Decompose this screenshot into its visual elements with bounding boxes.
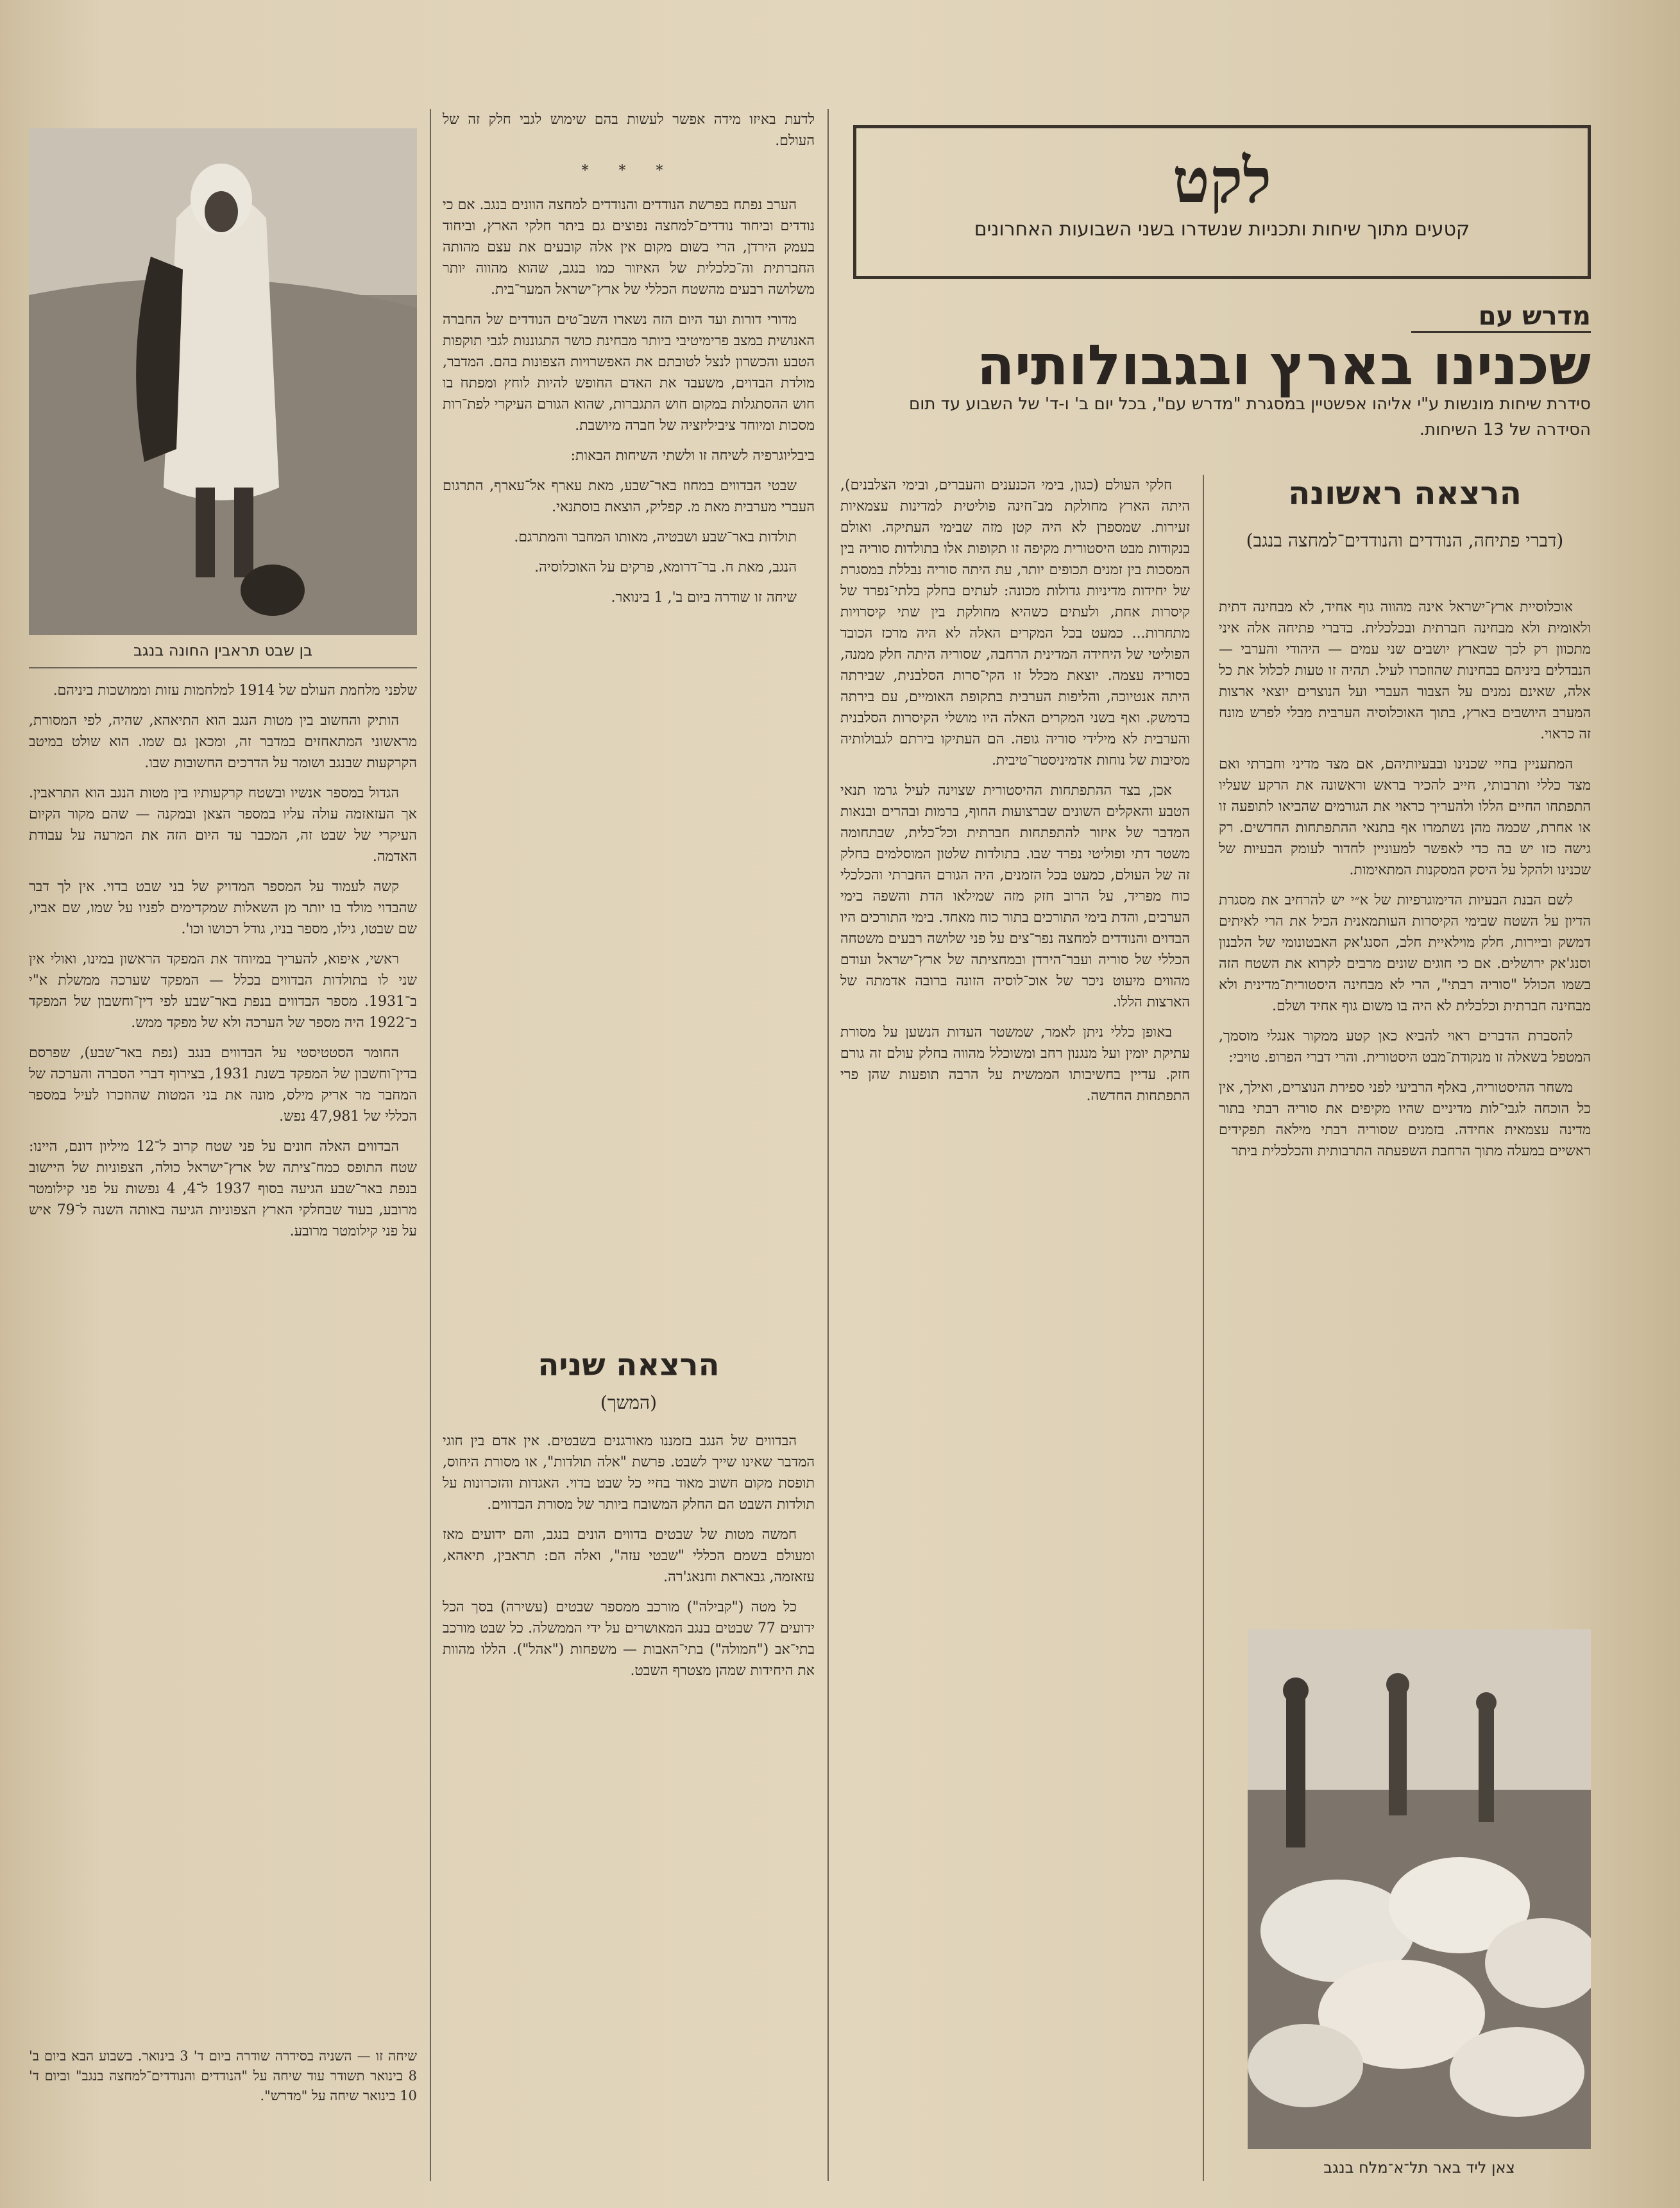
paragraph: הבדווים של הנגב בזמננו מאורגנים בשבטים. אין אדם בין חוגי המדבר שאינו שייך לשבט. פרשת "אלה תולדות", או מסורת היחוס, תופסת מקום חשוב מאוד בחיי כל שבט בדוי. האגדות והזכרונות על תולדות השבט הם החלק המשובח ביותר של מסורת הבדווים.	[443, 1433, 815, 1513]
paragraph: המתעניין בחיי שכנינו ובבעיותיהם, אם מצד מדיני וחברתי ואם מצד כללי ותרבותי, חייב להכיר בראש וראשונה את הרקע שעליו התפתחו החיים הללו ולהעריך כראוי את הגורמים שהביאו לתופעה זו או אחרת, שכמה מהן נשתמרו אף בתנאי ההתפתחות החדשים. רק גישה כזו יש בה כדי לאפשר למעוניין לחדור לעומק הבעיות של שכנינו ולהקל על היסק המסקנות המתאימות.	[1219, 756, 1591, 878]
lecture1-subtitle: (דברי פתיחה, הנודדים והנודדים־למחצה בנגב)	[1246, 530, 1564, 551]
middle-column	[840, 475, 1190, 2181]
lecture1-title: הרצאה ראשונה	[1288, 475, 1522, 512]
article-headline: שכנינו בארץ ובגבולותיה	[976, 334, 1591, 398]
paragraph: קשה לעמוד על המספר המדויק של בני שבט בדוי. אין לך דבר שהבדוי מולד בו יותר מן השאלות שמקדימים לפניו על שמו, שם אביו, שם שבטו, גילו, מספר בניו, גודל רכושו וכו'.	[29, 879, 417, 937]
bedouin-illustration	[29, 128, 417, 635]
footnote-text: שיחה זו — השניה בסידרה שודרה ביום ד' 3 בינואר. בשבוע הבא ביום ב' 8 בינואר תשודר עוד שיחה על "הנודדים והנודדים־למחצה בנגב" וביום ד' 10 בינואר שיחה על "מדרש".	[29, 2048, 417, 2103]
paragraph: מדורי דורות ועד היום הזה נשארו השב־טים הנודדים של החברה האנושית במצב פרימיטיבי ביותר מבחינת כושר התגוננות לגבי תוקפות הטבע והכשרון לנצל לטובתם את האפשרויות הצפונות בהם. המדבר, מולדת הבדוים, משעבד את האדם החופש להיות לוחץ ומפתח בו חוש ההסתגלות במקום חוש התגברות, שהוא הגורם העיקרי לפת־רות מסכות ומיוחד ציביליזציה של חברה מיושבת.	[443, 312, 815, 434]
footnote	[29, 2046, 417, 2187]
sheep-photo-caption: צאן ליד באר תל־א־מלח בנגב	[1323, 2159, 1515, 2177]
lecture2-title: הרצאה שניה	[538, 1347, 720, 1383]
left-column	[29, 680, 417, 2034]
paragraph: לדעת באיזו מידה אפשר לעשות בהם שימוש לגבי חלק זה של העולם.	[443, 112, 815, 149]
column-divider	[1203, 475, 1204, 2181]
lecture1-body	[1219, 597, 1591, 1597]
paragraph: חמשה מטות של שבטים בדווים הונים בנגב, והם ידועים מאז ומעולם בשמם הכללי "שבטי עזה", ואלה הם: תראבין, תיאהא, עזאזמה, גבאראת וחנאג'רה.	[443, 1527, 815, 1585]
broadcast-note: שיחה זו שודרה ביום ב', 1 בינואר.	[611, 590, 797, 606]
paragraph: ראשי, איפוא, להעריך במיוחד את המפקד הראשון במינו, ואולי אין שני לו בתולדות הבדווים בכלל — המפקד שערכה ממשלת א"י ב־1931. מספר הבדווים בנפת באר־שבע לפי דין־וחשבון של המפקד ב־1922 היה מספר של הערכה ולא של מפקד ממש.	[29, 951, 417, 1031]
lecture2-subtitle: (המשך)	[600, 1392, 658, 1413]
paragraph: כל מטה ("קבילה") מורכב ממספר שבטים (עשירה) בסך הכל ידועים 77 שבטים בנגב המאושרים על ידי הממשלה. כל שבט מורכב בתי־אב ("חמולה") בתי־האבות — משפחות ("אהל"). הללו מהוות את היחידות שמהן מצטרף השבט.	[443, 1599, 815, 1679]
sheep-illustration	[1248, 1629, 1591, 2149]
section-tag: מדרש עם	[1411, 301, 1591, 333]
paragraph: חלקי העולם (כגון, בימי הכנענים והעברים, ובימי הצלבנים), היתה הארץ מחולקת מב־חינה פוליטית למדינות עצמאיות זעירות. שמספרן לא היה קטן מזה שבימי העתיקה. ואולם בנקודות מבט היסטורית מקיפה זו תקופות אלו בתולדות סוריה בין המסכות בין זמנים תכופים יותר, עת היתה סוריה נבללת במסגרת של יחידות מדיניות גדולות מכונה: לעתים בחלק בלתי־נפרד של קיסרות אחת, ולעתים כשהיא מחולקת בין שתי קיסרויות מתחרות... כמעט בכל המקרים האלה לא היה מרכז הכובד הפוליטי של היחידה המדינית הרחבה, שסוריה היתה חלק ממנה, בסוריה עצמה. יוצאת מכלל זו הקי־סרות הסלבנית, שבירתה היתה אנטיוכה, והליפות הערבית בתקופת האומיים, עם בירתה בדמשק. ואף בשני המקרים האלה היו מושלי הקיסרות הסלבנית והערבית לא מילידי סוריה גופה. הם העתיקו בירתם לגבולותיה מסיבות של נוחות אדמיניסטר־טיבית.	[840, 477, 1190, 769]
second-middle-column	[443, 109, 815, 1328]
paragraph: שלפני מלחמת העולם של 1914 למלחמות עזות וממושכות ביניהם.	[53, 683, 417, 699]
page-subtitle: קטעים מתוך שיחות ותכניות שנשדרו בשני השבועות האחרונים	[974, 218, 1470, 241]
paragraph: באופן כללי ניתן לאמר, שמשטר העדות הנשען על מסורת עתיקת יומין ועל מנגנון רחב ומשוכלל מהווה בחלק עולם זה גורם חזק. עדיין בחשיבותו הממשית על הרבה תופעות שהן פרי התפתחות החדשה.	[840, 1024, 1190, 1104]
bedouin-photo-caption: בן שבט תראבין החונה בנגב	[133, 641, 312, 659]
paragraph: הערב נפתח בפרשת הנודדים והנודדים למחצה הוונים בנגב. אם כי נודדים וביחוד נודדים־למחצה נפוצים גם ביתר חלקי הארץ, וביחוד בעמק הירדן, הרי בשום מקום אין אלה קובעים את עצם מהותה החברתית וה־כלכלית של האיזור כמו בנגב, שהוא מהווה יותר משלושה רבעים מהשטח הכללי של ארץ־ישראל המער־בית.	[443, 197, 815, 298]
sheep-photo	[1248, 1629, 1591, 2149]
bedouin-photo	[29, 128, 417, 635]
paragraph: משחר ההיסטוריה, באלף הרביעי לפני ספירת הנוצרים, ואילך, אין כל הוכחה לגבי־לות מדיניים שהיו מקיפים את סוריה רבתי בתור מדינה עצמאית אחידה. בזמנים שסוריה רבתי מילאה תפקידים ראשיים במעלה מתוך הרחבת השפעתה התרבותית והכלכלית ביתר	[1219, 1080, 1591, 1159]
article-intro: סידרת שיחות מונשות ע"י אליהו אפשטיין במסגרת "מדרש עם", בכל יום ב' ו-ד' של השבוע עד תום הסידרה של 13 השיחות.	[908, 395, 1591, 439]
bibliography-item: שבטי הבדווים במחוז באר־שבע, מאת עארף אל־עארף, התרגום העברי מערבית מאת מ. קפליק, הוצאת בוסתנאי.	[443, 478, 815, 515]
bibliography-item: תולדות באר־שבע ושבטיה, מאותו המחבר והמתרגם.	[514, 529, 797, 545]
paragraph: אוכלוסיית ארץ־ישראל אינה מהווה גוף אחיד, לא מבחינה דתית ולאומית ולא מבחינה חברתית ובכלכלית. בדברי פתיחה אלה איני מתכוון רק לכך שבארץ יושבים שני עמים — היהודי והערבי — הנבדלים ביניהם בבחינות שהוזכרו לעיל. תהיה זו טעות לכלול את כל אלה, שאינם נמנים על הצבור העברי ועל הנוצרים יוצאי ארצות המערב היושבים בארץ, בתוך האוכלוסיה הערבית מבלי לפרש מונח זה כראוי.	[1219, 599, 1591, 742]
paragraph: החומר הסטטיסטי על הבדווים בנגב (נפת באר־שבע), שפרסם בדין־וחשבון של המפקד בשנת 1931, בצירוף דברי הסברה והערכה של המחבר מר אריק מילס, מונה את בני המטות שהוזכרו לעיל במספר הכללי של 47,981 נפש.	[29, 1045, 417, 1125]
column-divider	[827, 109, 829, 2181]
paragraph: להסברת הדברים ראוי להביא כאן קטע ממקור אנגלי מוסמך, המטפל בשאלה זו מנקודת־מבט היסטורית. והרי דברי הפרופ. טויבי:	[1219, 1028, 1591, 1066]
bibliography-item: הנגב, מאת ח. בר־דרומא, פרקים על האוכלוסיה.	[534, 559, 797, 575]
lecture2-body	[443, 1431, 815, 2181]
section-stars: * * *	[581, 163, 676, 179]
page-title: לקט	[1172, 144, 1272, 217]
paragraph: הבדווים האלה חונים על פני שטח קרוב ל־12 מיליון דונם, היינו: שטח התופס כמח־ציתה של ארץ־ישראל כולה, הצפוניות של היישוב בנפת באר־שבע הגיעה בסוף 1937 ל־4, 4 נפשות על פני קילומטר מרובע, בעוד שבחלקי הארץ הצפוניות הגיעה באותה השנה ל־79 איש על פני קילומטר מרובע.	[29, 1139, 417, 1239]
paragraph: הגדול במספר אנשיו ובשטח קרקעותיו בין מטות הנגב הוא התראבין. אך העזאזמה עולה עליו במספר הצאן ובמקנה — שהם מקור הקיום העיקרי של שבט זה, המכבר עד היום הזה את המרעה על עבודת האדמה.	[29, 785, 417, 865]
bibliography-heading: ביבליוגרפיה לשיחה זו ולשתי השיחות הבאות:	[570, 448, 815, 464]
paragraph: אכן, בצד ההתפתחות ההיסטורית שצוינה לעיל גרמו תנאי הטבע והאקלים השונים שברצועות החוף, ברמות ובהרים ובנאות המדבר של איזור להתפתחות חברתית וכל־כלית, שבתחומה משטר דתי ופוליטי נפרד שבו. בתולדות שלטון המוסלמים בחלק זה של העולם, כמעט בכל הזמנים, היה הגורם החברתי והכלכלי כוח מפריד, על הרוב חזק מזה שמילאו הדת והשפה בימי הערבים, והדת בימי התורכים בתור כוח מאחד. בימי התורכים היו הבדוים והנודדים למחצה נפר־צים על פני שלושה רבעים משטחה הכללי של סוריה ועבר־הירדן ובמחציתה של ארץ־ישראל ועודם מהווים מיעוט ניכר של אוכ־לוסיה הזונה ברובה אדמתה של הארצות הללו.	[840, 783, 1190, 1010]
leket-header-box	[853, 125, 1591, 279]
paragraph: הותיק והחשוב בין מטות הנגב הוא התיאהא, שהיה, לפי המסורת, מראשוני המתאחזים במדבר זה, ומכאן גם שמו. הוא שולט במיטב הקרקעות שבנגב ושומר על הדרכים החשובות שבו.	[29, 713, 417, 771]
caption-divider	[29, 667, 417, 668]
column-divider	[430, 109, 431, 2181]
paragraph: לשם הבנת הבעיות הדימוגרפיות של א״י יש להרחיב את מסגרת הדיון על השטח שבימי הקיסרות העותמאנית הכיל את הרי לאיתים דמשק וביירות, חלק מוילאיית חלב, הסנג'אק האבטונומי של הלבנון וסנג'אק ירושלים. אם כי חוגים שונים מרבים לקרוא את השטח הזה בשמו הכולל "סוריה רבתי", הרי לא מבחינה היסטורית־מדינית ולא מבחינה חברתית וכלכלית לא היה בו משום גוף אחיד ושלם.	[1219, 892, 1591, 1014]
